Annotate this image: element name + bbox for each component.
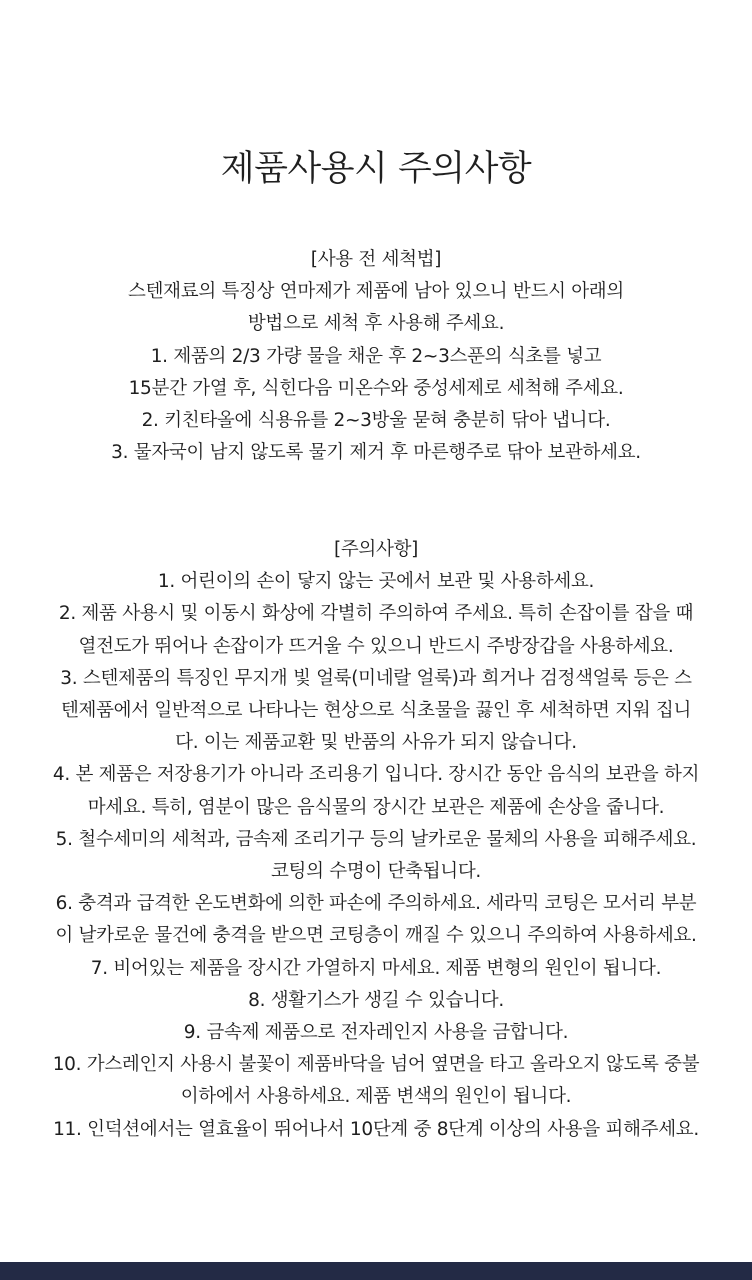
cleaning-line: 1. 제품의 2/3 가량 물을 채운 후 2~3스푼의 식초를 넣고 [150, 345, 602, 367]
caution-heading: [주의사항] [333, 539, 419, 560]
cleaning-line: 스텐재료의 특징상 연마제가 제품에 남아 있으니 반드시 아래의 [128, 281, 624, 303]
caution-line: 텐제품에서 일반적으로 나타나는 현상으로 식초물을 끓인 후 세척하면 지워 집니 [60, 700, 692, 722]
caution-line: 1. 어린이의 손이 닿지 않는 곳에서 보관 및 사용하세요. [157, 571, 595, 593]
caution-line: 코팅의 수명이 단축됩니다. [270, 861, 482, 883]
caution-line: 6. 충격과 급격한 온도변화에 의한 파손에 주의하세요. 세라믹 코팅은 모서리 부분 [55, 893, 697, 915]
cleaning-line: 3. 물자국이 남지 않도록 물기 제거 후 마른행주로 닦아 보관하세요. [111, 442, 641, 464]
caution-line: 마세요. 특히, 염분이 많은 음식물의 장시간 보관은 제품에 손상을 줍니다. [87, 796, 665, 818]
caution-line: 7. 비어있는 제품을 장시간 가열하지 마세요. 제품 변형의 원인이 됩니다. [90, 957, 662, 979]
caution-line: 이하에서 사용하세요. 제품 변색의 원인이 됩니다. [180, 1086, 572, 1108]
caution-line: 이 날카로운 물건에 충격을 받으면 코팅층이 깨질 수 있으니 주의하여 사용하세요. [55, 925, 697, 947]
caution-section [0, 534, 752, 1146]
cleaning-line: 2. 키친타올에 식용유를 2~3방울 묻혀 충분히 닦아 냅니다. [141, 410, 611, 432]
pre-use-cleaning-section [0, 244, 752, 469]
caution-line: 2. 제품 사용시 및 이동시 화상에 각별히 주의하여 주세요. 특히 손잡이를 잡을 때 [58, 603, 694, 625]
caution-line: 8. 생활기스가 생길 수 있습니다. [248, 989, 504, 1011]
caution-line: 열전도가 뛰어나 손잡이가 뜨거울 수 있으니 반드시 주방장갑을 사용하세요. [78, 635, 674, 657]
pre-use-cleaning-heading: [사용 전 세척법] [310, 249, 442, 270]
cleaning-line: 방법으로 세척 후 사용해 주세요. [247, 313, 505, 335]
page-title: 제품사용시 주의사항 [220, 149, 532, 189]
caution-line: 9. 금속제 제품으로 전자레인지 사용을 금합니다. [183, 1022, 569, 1044]
caution-line: 5. 철수세미의 세척과, 금속제 조리기구 등의 날카로운 물체의 사용을 피해주세요. [55, 828, 697, 850]
cleaning-line: 15분간 가열 후, 식힌다음 미온수와 중성세제로 세척해 주세요. [128, 377, 624, 399]
caution-line: 3. 스텐제품의 특징인 무지개 빛 얼룩(미네랄 얼룩)과 희거나 검정색얼룩 등은 스 [60, 667, 692, 689]
caution-line: 4. 본 제품은 저장용기가 아니라 조리용기 입니다. 장시간 동안 음식의 보관을 하지 [52, 764, 700, 786]
caution-line: 11. 인덕션에서는 열효율이 뛰어나서 10단계 중 8단계 이상의 사용을 피해주세요. [53, 1118, 699, 1140]
bottom-bar [0, 1262, 752, 1280]
caution-line: 10. 가스레인지 사용시 불꽃이 제품바닥을 넘어 옆면을 타고 올라오지 않도록 중불 [52, 1054, 700, 1076]
caution-line: 다. 이는 제품교환 및 반품의 사유가 되지 않습니다. [175, 732, 577, 754]
